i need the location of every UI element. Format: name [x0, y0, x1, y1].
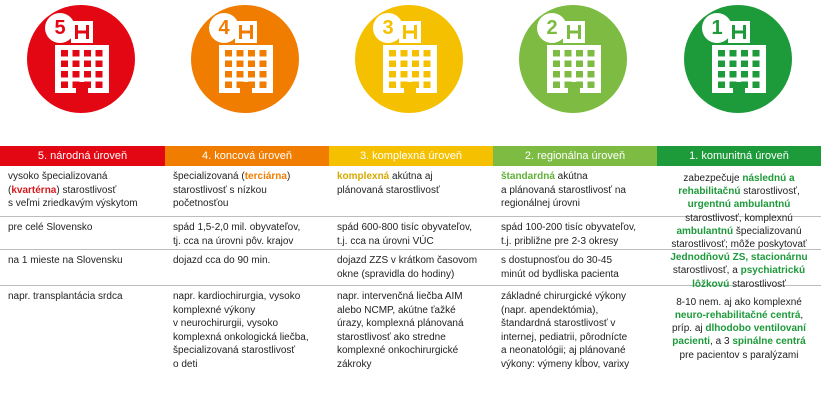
hospital-building-icon [191, 5, 299, 113]
table-cell [165, 286, 329, 382]
hospital-building-icon [519, 5, 627, 113]
cell-text: 8-10 nem. aj ako komplexné [676, 296, 802, 308]
cell-text: napr. kardiochirurgia, vysoko [173, 291, 301, 302]
cell-text: ) [286, 171, 291, 182]
highlight-text: Jednodňovú ZS, stacionárnu [670, 252, 808, 264]
header-level-3: 3. komplexná úroveň [329, 146, 493, 166]
cell-text: základné chirurgické výkony [501, 291, 627, 302]
cell-text: dojazd ZZS v krátkom časovom [337, 255, 478, 266]
cell-text: t.j. cca na úrovni VÚC [337, 235, 434, 247]
table-cell [493, 286, 657, 382]
highlight-text: rehabilitačnú [678, 186, 741, 198]
cell-text: komplexná onkologická liečba, [173, 331, 309, 343]
cell-text: regionálnej úrovni [501, 198, 580, 209]
cell-text: ( [8, 184, 12, 196]
cell-text: príp. aj [672, 323, 706, 335]
cell-text: v neurochirurgii, vysoko [173, 318, 279, 329]
cell-text: komplexné onkochirurgické [337, 345, 459, 356]
cell-text: a plánovaná starostlivosť na [501, 184, 626, 196]
table-cell: dojazd cca do 90 min. [173, 255, 271, 266]
table-cell [329, 286, 493, 382]
hospital-building-icon [27, 5, 135, 113]
level-4-badge [191, 5, 299, 113]
community-level-description [657, 166, 821, 368]
cell-text: starostlivosť; môže poskytovať [671, 239, 807, 251]
cell-text: okne (spravidla do hodiny) [337, 268, 455, 280]
cell-text: vysoko špecializovaná [8, 171, 108, 182]
highlight-text: komplexná [337, 171, 390, 182]
table-cell [165, 217, 329, 249]
highlight-text: spinálne centrá [732, 336, 806, 348]
cell-text: , a 3 [710, 336, 733, 348]
level-1-badge [684, 5, 792, 113]
cell-text: starostlivosť, [740, 186, 800, 198]
header-level-4: 4. koncová úroveň [165, 146, 329, 166]
cell-text: špecializovanú [733, 225, 802, 237]
cell-text: a neonatológii; aj plánované [501, 345, 626, 356]
highlight-text: kvartérna [11, 184, 57, 196]
cell-text: tj. cca na úrovni pôv. krajov [173, 235, 294, 247]
level-number: 2 [537, 13, 567, 43]
header-level-1: 1. komunitná úroveň [657, 146, 821, 166]
highlight-text: neuro-rehabilitačné centrá [674, 310, 801, 322]
cell-text: špecializovaná starostlivosť [173, 345, 296, 356]
highlight-text: psychiatrickú [740, 265, 806, 277]
cell-text: starostlivosť ako stredne [337, 331, 446, 343]
table-cell [493, 250, 657, 285]
cell-text: zákroky [337, 358, 372, 370]
cell-text: o deti [173, 358, 198, 370]
table-cell [493, 166, 657, 216]
cell-text: starostlivosť, a [672, 265, 741, 277]
table-cell [329, 250, 493, 285]
cell-text: s veľmi zriedkavým výskytom [8, 198, 138, 209]
table-cell: pre celé Slovensko [8, 222, 93, 233]
highlight-text: urgentnú ambulantnú [687, 199, 791, 211]
table-cell [329, 166, 493, 216]
highlight-text: štandardná [501, 171, 555, 182]
level-5-badge [27, 5, 135, 113]
table-cell [329, 217, 493, 249]
cell-text: (napr. apendektómia), [501, 304, 599, 316]
highlight-text: lôžkovú [692, 278, 730, 290]
cell-text: s dostupnosťou do 30-45 [501, 255, 613, 266]
cell-text: početnosťou [173, 198, 229, 209]
cell-text: akútna [554, 171, 588, 182]
level-number: 3 [373, 13, 403, 43]
table-cell [165, 166, 329, 216]
cell-text: internej, pediatrii, pôrodnícte [501, 331, 628, 343]
cell-text: výkony: výmeny kĺbov, varixy [501, 358, 630, 370]
table-header-row [0, 146, 821, 166]
header-level-2: 2. regionálna úroveň [493, 146, 657, 166]
level-3-badge [355, 5, 463, 113]
cell-text: štandardná starostlivosť v [501, 318, 616, 329]
level-number: 5 [45, 13, 75, 43]
table-cell [0, 166, 165, 216]
table-cell: napr. transplantácia srdca [8, 291, 123, 302]
highlight-text: následnú a [742, 173, 795, 184]
cell-text: , [800, 310, 804, 322]
cell-text: ) starostlivosť [56, 184, 117, 196]
cell-text: starostlivosť s nízkou [173, 184, 267, 196]
cell-text: spád 600-800 tisíc obyvateľov, [337, 222, 473, 233]
cell-text: alebo NCMP, akútne ťažké [337, 304, 456, 316]
cell-text: plánovaná starostlivosť [337, 184, 440, 196]
cell-text: t.j. približne pre 2-3 okresy [501, 235, 619, 247]
cell-text: napr. intervenčná liečba AIM [337, 291, 463, 302]
cell-text: pre pacientov s paralýzami [679, 349, 799, 361]
level-number: 1 [702, 13, 732, 43]
highlight-text: ambulantnú [676, 225, 734, 237]
cell-text: zabezpečuje [683, 173, 743, 184]
cell-text: špecializovaná ( [173, 171, 245, 182]
level-number: 4 [209, 13, 239, 43]
cell-text: úrazy, komplexná plánovaná [337, 318, 464, 329]
hospital-building-icon [684, 5, 792, 113]
levels-table [0, 146, 821, 382]
cell-text: akútna aj [389, 171, 433, 182]
table-cell: na 1 mieste na Slovensku [8, 255, 123, 266]
cell-text: starostlivosť, komplexnú [685, 212, 793, 224]
cell-text: spád 1,5-2,0 mil. obyvateľov, [173, 222, 301, 233]
level-2-badge [519, 5, 627, 113]
cell-text: komplexné výkony [173, 304, 256, 316]
cell-text: minút od bydliska pacienta [501, 268, 619, 280]
highlight-text: terciárna [244, 171, 287, 182]
header-level-5: 5. národná úroveň [0, 146, 165, 166]
hospital-building-icon [355, 5, 463, 113]
cell-text: starostlivosť [729, 278, 786, 290]
highlight-text: dlhodobo ventilovaní [705, 323, 806, 335]
table-cell [493, 217, 657, 249]
cell-text: spád 100-200 tisíc obyvateľov, [501, 222, 637, 233]
highlight-text: pacienti [672, 336, 711, 348]
level-icons-row [0, 0, 821, 140]
